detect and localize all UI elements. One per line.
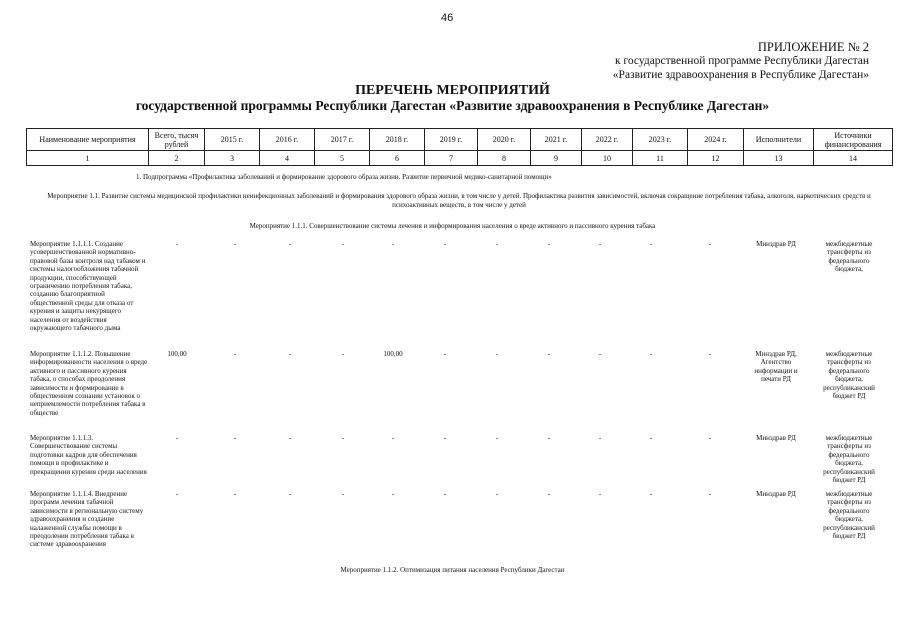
executor: Минздрав РД <box>756 240 796 248</box>
column-number: 5 <box>315 151 370 166</box>
document-title: ПЕРЕЧЕНЬ МЕРОПРИЯТИЙ <box>355 83 550 98</box>
column-header: 2019 г. <box>425 129 478 151</box>
year-value: - <box>649 240 653 248</box>
funding-source: межбюджетные трансферты из федерального бюджета, республиканский бюджет РД <box>823 350 875 401</box>
header-row <box>27 129 893 151</box>
year-value: - <box>708 350 712 358</box>
column-header: 2017 г. <box>315 129 370 151</box>
year-value: - <box>708 490 712 498</box>
year-value: - <box>443 490 447 498</box>
column-number: 14 <box>814 151 893 166</box>
year-value: - <box>547 350 551 358</box>
year-value: - <box>443 434 447 442</box>
year-value: 100,00 <box>383 350 403 358</box>
year-value: - <box>649 350 653 358</box>
column-number: 11 <box>633 151 688 166</box>
year-value: - <box>341 490 345 498</box>
column-number: 6 <box>370 151 425 166</box>
column-number: 7 <box>425 151 478 166</box>
column-header: 2023 г. <box>633 129 688 151</box>
column-header: 2022 г. <box>582 129 633 151</box>
year-value: - <box>598 490 602 498</box>
year-value: - <box>649 490 653 498</box>
page-number: 46 <box>441 12 454 24</box>
executor: Минздрав РД, Агентство информации и печати РД <box>754 350 798 384</box>
appendix-line: к государственной программе Республики Дагестан <box>614 55 869 67</box>
sub-measure-heading: Мероприятие 1.1.2. Оптимизация питания населения Республики Дагестан <box>340 566 565 574</box>
year-value: - <box>708 240 712 248</box>
year-value: - <box>233 434 237 442</box>
appendix-header <box>613 40 869 82</box>
year-value: - <box>649 434 653 442</box>
year-value: - <box>547 434 551 442</box>
measure-name: Мероприятие 1.1.1.2. Повышение информированности населения о вреде активного и пассивного курения табака, о способах преодоления зависимости и формирование в общественном сознании установок о неприемлемости потребления табака в обществе <box>30 350 148 417</box>
column-number: 12 <box>688 151 744 166</box>
measure-name: Мероприятие 1.1.1.4. Внедрение программ лечения табачной зависимости в региональную систему здравоохранения и создание налаженной службы помощи в преодолении потребления табака в системе здравоохранения <box>30 490 144 549</box>
appendix-line: «Развитие здравоохранения в Республике Дагестан» <box>612 69 869 81</box>
column-number: 1 <box>27 151 149 166</box>
funding-source: межбюджетные трансферты из федерального бюджета, республиканский бюджет РД <box>823 434 875 485</box>
sub-measure-heading: Мероприятие 1.1.1. Совершенствование системы лечения и информирования населения о вреде активного и пассивного курения табака <box>249 222 656 230</box>
year-value: - <box>341 434 345 442</box>
year-value: - <box>443 350 447 358</box>
year-value: - <box>341 240 345 248</box>
year-value: - <box>288 240 292 248</box>
measure-name: Мероприятие 1.1.1.3. Совершенствование системы подготовки кадров для обеспечения помощи в профилактике и прекращении курения среди населения <box>30 434 147 476</box>
column-header: Источники финансирования <box>814 129 893 151</box>
total-value: - <box>175 240 179 248</box>
total-value: - <box>175 490 179 498</box>
appendix-title: ПРИЛОЖЕНИЕ № 2 <box>757 40 869 54</box>
column-header: Всего, тысяч рублей <box>149 129 205 151</box>
year-value: - <box>341 350 345 358</box>
year-value: - <box>547 240 551 248</box>
year-value: - <box>391 240 395 248</box>
measure-name: Мероприятие 1.1.1.1. Создание усовершенствованной нормативно-правовой базы контроля над табаком и системы налогообложения табачной продукции, способствующей ограничению потребления табака, созданию благоприятной общественной среды для отказа от курения и защиты некурящего населения от воздействия окружающего табачного дыма <box>30 240 146 333</box>
subprogram-heading: 1. Подпрограмма «Профилактика заболеваний и формирование здорового образа жизни. Развитие первичной медико-санитарной помощи» <box>136 173 552 181</box>
year-value: - <box>708 434 712 442</box>
year-value: - <box>288 490 292 498</box>
column-header: 2020 г. <box>478 129 531 151</box>
column-header: 2021 г. <box>531 129 582 151</box>
year-value: - <box>495 490 499 498</box>
year-value: - <box>288 350 292 358</box>
column-number: 9 <box>531 151 582 166</box>
column-header: 2015 г. <box>205 129 260 151</box>
executor: Минздрав РД <box>756 434 796 442</box>
funding-source: межбюджетные трансферты из федерального бюджета, республиканский бюджет РД <box>823 490 875 541</box>
column-number: 3 <box>205 151 260 166</box>
column-number-row <box>27 151 893 166</box>
document-subtitle: государственной программы Республики Дагестан «Развитие здравоохранения в Республике Дагестан» <box>135 98 770 113</box>
column-header: Наименование мероприятия <box>27 129 149 151</box>
year-value: - <box>598 240 602 248</box>
year-value: - <box>391 434 395 442</box>
column-number: 4 <box>260 151 315 166</box>
column-number: 13 <box>744 151 814 166</box>
year-value: - <box>443 240 447 248</box>
column-number: 2 <box>149 151 205 166</box>
year-value: - <box>233 240 237 248</box>
header-table <box>26 128 893 166</box>
measure-heading: Мероприятие 1.1. Развитие системы медицинской профилактики неинфекционных заболеваний и формирования здорового образа жизни, в том числе у детей. Профилактика развития зависимостей, включая сокращение потребления табака, алкоголя, наркотических средств и психоактивных веществ, в том числе у детей <box>47 192 871 209</box>
year-value: - <box>233 350 237 358</box>
column-number: 8 <box>478 151 531 166</box>
executor: Минздрав РД <box>756 490 796 498</box>
column-header: 2016 г. <box>260 129 315 151</box>
year-value: - <box>495 350 499 358</box>
year-value: - <box>233 490 237 498</box>
funding-source: межбюджетные трансферты из федерального бюджета, <box>825 240 873 274</box>
total-value: - <box>175 434 179 442</box>
year-value: - <box>495 434 499 442</box>
column-header: 2024 г. <box>688 129 744 151</box>
column-header: Исполнители <box>744 129 814 151</box>
column-number: 10 <box>582 151 633 166</box>
year-value: - <box>288 434 292 442</box>
year-value: - <box>598 434 602 442</box>
column-header: 2018 г. <box>370 129 425 151</box>
total-value: 100,00 <box>167 350 187 358</box>
year-value: - <box>495 240 499 248</box>
year-value: - <box>547 490 551 498</box>
year-value: - <box>598 350 602 358</box>
year-value: - <box>391 490 395 498</box>
